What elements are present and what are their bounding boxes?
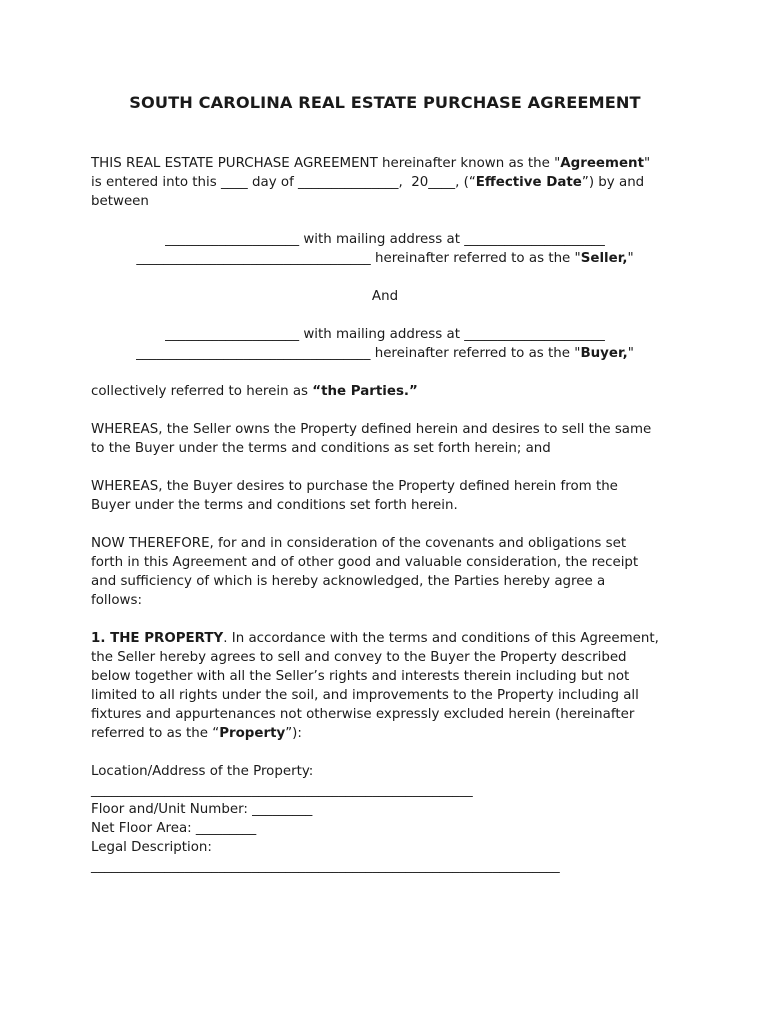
intro-line-1 [91, 154, 691, 173]
section-property-line-2: the Seller hereby agrees to sell and convey to the Buyer the Property described [91, 650, 627, 665]
floor-unit-field: Floor and/Unit Number: _________ [91, 802, 313, 817]
buyer-text: " [627, 346, 634, 361]
parties-line [91, 382, 691, 401]
effective-date-term: Effective Date [475, 175, 582, 190]
section-property-line-5: fixtures and appurtenances not otherwise expressly excluded herein (hereinafter [91, 707, 635, 722]
legal-description-blank-field: ______________________________________________________________________ [91, 859, 560, 874]
parties-term: “the Parties.” [312, 384, 418, 399]
now-therefore-line-3: and sufficiency of which is hereby acknowledged, the Parties hereby agree a [91, 574, 606, 589]
property-fields [91, 762, 691, 876]
intro-paragraph [91, 154, 691, 211]
document-title: SOUTH CAROLINA REAL ESTATE PURCHASE AGREEMENT [129, 93, 641, 112]
intro-line-2 [91, 173, 691, 192]
legal-description-label: Legal Description: [91, 840, 212, 855]
parties-paragraph [91, 382, 691, 401]
buyer-term: Buyer, [580, 346, 628, 361]
whereas-seller-line-1: WHEREAS, the Seller owns the Property defined herein and desires to sell the same [91, 422, 652, 437]
whereas-seller-paragraph [91, 420, 691, 458]
section-property-line-3: below together with all the Seller’s rights and interests therein including but not [91, 669, 630, 684]
location-blank-field: _________________________________________________________ [91, 783, 473, 798]
net-floor-area-field: Net Floor Area: _________ [91, 821, 257, 836]
section-property-text: ”): [285, 726, 302, 741]
and-separator: And [371, 289, 399, 304]
section-property-line-4: limited to all rights under the soil, and improvements to the Property including all [91, 688, 639, 703]
section-property-paragraph [91, 629, 691, 743]
section-property-line-1 [91, 629, 691, 648]
agreement-term: Agreement [560, 156, 644, 171]
intro-text: is entered into this ____ day of _______________, 20____, (“ [91, 175, 476, 190]
whereas-buyer-line-2: Buyer under the terms and conditions set forth herein. [91, 498, 458, 513]
seller-referred-line [0, 249, 770, 268]
buyer-referred-line [0, 344, 770, 363]
now-therefore-line-2: forth in this Agreement and of other good and valuable consideration, the receipt [91, 555, 639, 570]
whereas-seller-line-2: to the Buyer under the terms and conditions as set forth herein; and [91, 441, 551, 456]
buyer-text: ___________________________________ hereinafter referred to as the " [136, 346, 581, 361]
intro-text: ”) by and [581, 175, 645, 190]
seller-term: Seller, [580, 251, 628, 266]
intro-text: " [643, 156, 651, 171]
section-property-text: referred to as the “ [91, 726, 220, 741]
property-term: Property [219, 726, 286, 741]
parties-text: collectively referred to herein as [91, 384, 313, 399]
whereas-buyer-paragraph [91, 477, 691, 515]
now-therefore-paragraph [91, 534, 691, 610]
buyer-address-line: ____________________ with mailing address at _____________________ [165, 327, 605, 342]
location-label: Location/Address of the Property: [91, 764, 314, 779]
whereas-buyer-line-1: WHEREAS, the Buyer desires to purchase the Property defined herein from the [91, 479, 618, 494]
section-property-text: . In accordance with the terms and conditions of this Agreement, [223, 631, 659, 646]
now-therefore-line-1: NOW THEREFORE, for and in consideration of the covenants and obligations set [91, 536, 627, 551]
intro-text: THIS REAL ESTATE PURCHASE AGREEMENT hereinafter known as the " [91, 156, 561, 171]
seller-text: " [627, 251, 634, 266]
section-property-heading: 1. THE PROPERTY [91, 631, 224, 646]
seller-text: ___________________________________ hereinafter referred to as the " [136, 251, 581, 266]
now-therefore-line-4: follows: [91, 593, 142, 608]
seller-address-line: ____________________ with mailing address at _____________________ [165, 232, 605, 247]
intro-line-3: between [91, 194, 149, 209]
section-property-line-6 [91, 724, 691, 743]
